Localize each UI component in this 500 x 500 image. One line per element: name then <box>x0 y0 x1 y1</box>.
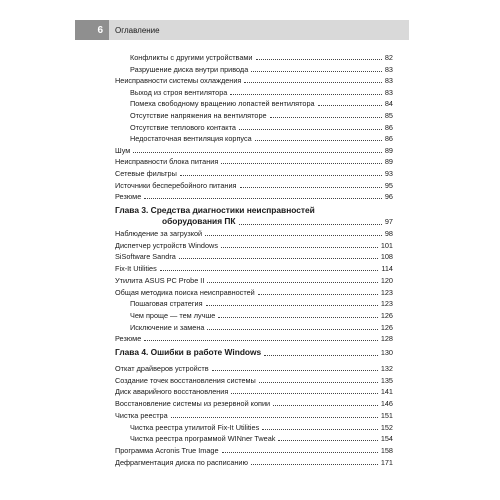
dot-leader <box>180 175 382 176</box>
toc-entry[interactable] <box>115 331 393 343</box>
toc-entry-page: 152 <box>380 422 393 432</box>
toc-entry[interactable] <box>115 154 393 166</box>
dot-leader <box>256 59 382 60</box>
chapter-3-title-line2: оборудования ПК <box>162 216 236 226</box>
dot-leader <box>278 440 377 441</box>
dot-leader <box>259 382 378 383</box>
chapter-3-title-line1: Глава 3. Средства диагностики неисправностей <box>115 205 315 215</box>
dot-leader <box>240 187 382 188</box>
toc-entry-page: 135 <box>380 375 393 385</box>
chapter-4-title: Глава 4. Ошибки в работе Windows <box>115 347 262 357</box>
toc-entry[interactable] <box>130 96 393 108</box>
toc-entry-title: Шум <box>115 145 131 155</box>
toc-entry-title: Отсутствие теплового контакта <box>130 122 236 132</box>
toc-entry-page: 85 <box>384 111 393 120</box>
dot-leader <box>222 452 378 453</box>
toc-entry-page: 83 <box>384 87 393 97</box>
toc-entry-title: Чистка реестра утилитой Fix-It Utilities <box>130 422 260 432</box>
toc-entry-title: Откат драйверов устройств <box>115 364 209 373</box>
toc-entry[interactable] <box>115 178 393 190</box>
toc-entry-page: 128 <box>380 334 393 344</box>
toc-entry-title: Наблюдение за загрузкой <box>115 229 203 238</box>
toc-entry-title: Исключение и замена <box>130 322 205 332</box>
dot-leader <box>255 140 382 141</box>
toc-entry-page: 86 <box>384 134 393 144</box>
toc-entry-page: 83 <box>384 76 393 86</box>
dot-leader <box>231 393 377 394</box>
dot-leader <box>221 163 382 164</box>
toc-entry-title: SiSoftware Sandra <box>115 252 176 262</box>
toc-entry[interactable] <box>130 420 393 432</box>
chapter-4-page: 130 <box>380 348 393 357</box>
toc-entry-page: 126 <box>380 322 393 332</box>
toc-entry-title: Диск аварийного восстановления <box>115 387 229 397</box>
dot-leader <box>206 305 378 306</box>
toc-entry[interactable] <box>130 120 393 132</box>
dot-leader <box>179 258 378 259</box>
dot-leader <box>133 152 382 153</box>
toc-entry[interactable] <box>115 373 393 385</box>
toc-entry-title: Общая методика поиска неисправностей <box>115 287 255 297</box>
toc-entry[interactable] <box>115 226 393 238</box>
toc-entry[interactable] <box>115 238 393 250</box>
toc-entry[interactable] <box>115 396 393 408</box>
toc-entry-title: Дефрагментация диска по расписанию <box>115 457 248 467</box>
toc-entry[interactable] <box>115 443 393 455</box>
dot-leader <box>160 270 379 271</box>
dot-leader <box>207 282 377 283</box>
toc-entry-title: Отсутствие напряжения на вентиляторе <box>130 111 267 120</box>
toc-entry[interactable] <box>115 143 393 155</box>
page-number: 6 <box>75 20 109 40</box>
toc-entry[interactable] <box>115 273 393 285</box>
toc-entry-title: Fix-It Utilities <box>115 264 157 274</box>
toc-entry[interactable] <box>115 455 393 467</box>
toc-entry[interactable] <box>130 85 393 97</box>
chapter-3-heading[interactable] <box>115 205 393 227</box>
toc-entry-title: Утилита ASUS PC Probe II <box>115 275 205 285</box>
toc-entry-title: Создание точек восстановления системы <box>115 375 256 385</box>
toc-entry-page: 83 <box>384 64 393 74</box>
toc-entry-page: 114 <box>381 264 393 274</box>
toc-entry-page: 171 <box>380 457 393 467</box>
toc-entry-page: 86 <box>384 122 393 132</box>
toc-entry[interactable] <box>130 131 393 143</box>
dot-leader <box>230 94 382 95</box>
toc-entry-title: Чем проще — тем лучше <box>130 310 216 320</box>
toc-entry-title: Сетевые фильтры <box>115 169 177 178</box>
toc-entry[interactable] <box>115 249 393 261</box>
toc-entry-title: Пошаговая стратегия <box>130 299 203 309</box>
toc-entry[interactable] <box>130 50 393 62</box>
toc-entry-title: Помеха свободному вращению лопастей вентилятора <box>130 99 315 109</box>
toc-entry-page: 158 <box>380 445 393 455</box>
toc-entry-page: 141 <box>380 387 393 397</box>
toc-entry-page: 96 <box>384 192 393 202</box>
toc-entry-page: 154 <box>380 434 393 444</box>
dot-leader <box>239 224 382 225</box>
toc-entry-title: Чистка реестра программой WINner Tweak <box>130 434 276 444</box>
toc-entry-page: 120 <box>380 275 393 285</box>
dot-leader <box>244 82 382 83</box>
toc-entry[interactable] <box>115 384 393 396</box>
toc-entry[interactable] <box>115 189 393 201</box>
toc-entry-title: Конфликты с другими устройствами <box>130 53 253 62</box>
dot-leader <box>207 329 377 330</box>
toc-entry[interactable] <box>115 285 393 297</box>
toc-entry-title: Восстановление системы из резервной копии <box>115 399 271 409</box>
chapter-3-page: 97 <box>384 217 393 226</box>
toc-entry-title: Разрушение диска внутри привода <box>130 64 249 74</box>
dot-leader <box>212 370 378 371</box>
dot-leader <box>221 247 378 248</box>
toc-entry-page: 151 <box>380 410 393 420</box>
toc-entry-page: 95 <box>384 180 393 190</box>
toc-entry-page: 123 <box>380 287 393 297</box>
toc-entry-page: 89 <box>384 145 393 155</box>
toc-entry-page: 126 <box>380 310 393 320</box>
toc-entry-title: Резюме <box>115 192 142 202</box>
dot-leader <box>258 294 378 295</box>
toc-entry[interactable] <box>115 408 393 420</box>
toc-entry-title: Выход из строя вентилятора <box>130 87 228 97</box>
toc-entry[interactable] <box>115 261 393 273</box>
toc-entry-title: Неисправности блока питания <box>115 157 219 167</box>
dot-leader <box>144 340 378 341</box>
toc-entry-title: Недостаточная вентиляция корпуса <box>130 134 252 144</box>
toc-entry-page: 146 <box>380 399 393 409</box>
toc-entry-page: 98 <box>384 229 393 238</box>
dot-leader <box>239 129 382 130</box>
toc-entry-title: Резюме <box>115 334 142 344</box>
dot-leader <box>251 464 378 465</box>
toc-entry[interactable] <box>130 108 393 120</box>
toc-entry[interactable] <box>115 361 393 373</box>
toc-entry-page: 82 <box>384 53 393 62</box>
toc-entry[interactable] <box>130 62 393 74</box>
toc-entry-page: 132 <box>380 364 393 373</box>
toc-entry-title: Программа Acronis True Image <box>115 445 219 455</box>
toc-entry-page: 89 <box>384 157 393 167</box>
dot-leader <box>205 235 382 236</box>
dot-leader <box>318 105 382 106</box>
dot-leader <box>144 198 382 199</box>
toc-entry-page: 84 <box>384 99 393 109</box>
dot-leader <box>171 417 378 418</box>
toc-entry[interactable] <box>115 166 393 178</box>
toc-entry[interactable] <box>130 296 393 308</box>
toc-entry[interactable] <box>130 431 393 443</box>
toc-entry[interactable] <box>115 73 393 85</box>
running-header-title: Оглавление <box>109 20 409 40</box>
toc-entry[interactable] <box>130 320 393 332</box>
toc-entry-page: 101 <box>380 240 393 250</box>
toc-entry-title: Диспетчер устройств Windows <box>115 240 218 250</box>
toc-entry-title: Чистка реестра <box>115 410 168 420</box>
dot-leader <box>273 405 378 406</box>
toc-entry-title: Источники бесперебойного питания <box>115 180 237 190</box>
dot-leader <box>218 317 377 318</box>
dot-leader <box>264 355 378 356</box>
chapter-4-heading[interactable] <box>115 347 393 358</box>
toc-entry[interactable] <box>130 308 393 320</box>
dot-leader <box>270 117 382 118</box>
toc-entry-page: 123 <box>380 299 393 309</box>
dot-leader <box>262 429 378 430</box>
toc-entry-title: Неисправности системы охлаждения <box>115 76 242 86</box>
toc-entry-page: 93 <box>384 169 393 178</box>
dot-leader <box>251 71 382 72</box>
toc-entry-page: 108 <box>380 252 393 262</box>
